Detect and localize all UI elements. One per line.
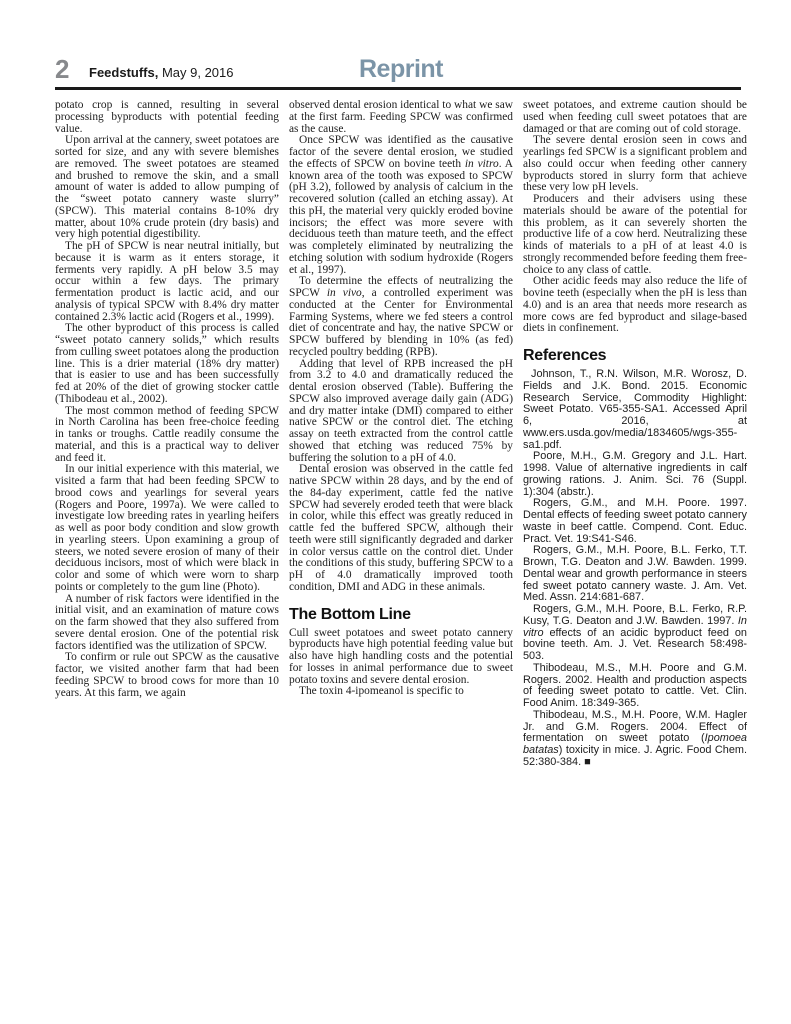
column-3 <box>523 100 747 769</box>
references-heading: References <box>523 347 607 364</box>
reference-item: Poore, M.H., G.M. Gregory and J.L. Hart. 1998. Value of alternative ingredients in calf growing rations. J. Anim. Sci. 76 (Suppl. 1):304 (abstr.). <box>523 450 747 498</box>
reference-item: Rogers, G.M., M.H. Poore, B.L. Ferko, T.T. Brown, T.G. Deaton and J.W. Bawden. 1999. Dental wear and growth performance in steers fed sweet potato cannery waste. J. Am. Vet. Med. Assn. 214:681-687. <box>523 544 747 604</box>
paragraph: potato crop is canned, resulting in several processing byproducts with potential feeding value. <box>55 99 279 135</box>
paragraph: sweet potatoes, and extreme caution should be used when feeding cull sweet potatoes that are damaged or that are coming out of cold storage. <box>523 99 747 135</box>
page-header <box>55 56 747 86</box>
paragraph: To determine the effects of neutralizing the SPCW in vivo, a controlled experiment was conducted at the Center for Environmental Farming Systems, where we fed steers a control diet of concentrate and hay, the native SPCW or SPCW buffered by blending in 10% (as fed) recycled poultry bedding (RPB). <box>289 275 513 358</box>
article-body <box>55 100 747 769</box>
paragraph: In our initial experience with this material, we visited a farm that had been feeding SPCW to brood cows and yearlings for several years (Rogers and Poore, 1997a). We were called to investigate low breeding rates in yearling heifers as well as poor body condition and slow growth in yearling steers. Upon examining a group of steers, we noted severe erosion of many of their deciduous incisors, most of which were black in color and some of which were worn to sharp points or completely to the gum line (Photo). <box>55 463 279 593</box>
paragraph: To confirm or rule out SPCW as the causative factor, we visited another farm that had been feeding SPCW to brood cows for more than 10 years. At this farm, we again <box>55 651 279 699</box>
page-number: 2 <box>55 54 70 84</box>
reference-item: Thibodeau, M.S., M.H. Poore, W.M. Hagler Jr. and G.M. Rogers. 2004. Effect of fermentation on sweet potato (Ipomoea batatas) toxicity in mice. J. Agric. Food Chem. 52:380-384. ■ <box>523 708 747 768</box>
paragraph: Cull sweet potatoes and sweet potato cannery byproducts have high potential feeding value but also have high handling costs and the potential for losses in animal performance due to sweet potato toxins and severe dental erosion. <box>289 626 513 686</box>
paragraph: Producers and their advisers using these materials should be aware of the potential for this problem, as it can severely shorten the productive life of a cow herd. Neutralizing these kinds of materials to a pH of at least 4.0 is strongly recommended before feeding them free-choice to any class of cattle. <box>523 193 747 276</box>
paragraph: Dental erosion was observed in the cattle fed native SPCW within 28 days, and by the end of the 84-day experiment, cattle fed the native SPCW had severely eroded teeth that were black in color, while this effect was greatly reduced in cattle fed the buffered SPCW, although their teeth were still significantly degraded and darker in color versus cattle on the control diet. Under the conditions of this study, buffering SPCW to a pH of 4.0 dramatically improved tooth condition, DMI and ADG in these animals. <box>289 463 513 593</box>
paragraph: Other acidic feeds may also reduce the life of bovine teeth (especially when the pH is less than 4.0) and is an area that needs more research as more cows are fed byproduct and silage-based diets in confinement. <box>523 275 747 335</box>
paragraph: Adding that level of RPB increased the pH from 3.2 to 4.0 and dramatically reduced the dental erosion observed (Table). Buffering the SPCW also improved average daily gain (ADG) and dry matter intake (DMI) compared to either native SPCW or the control diet. The etching assay on teeth extracted from the control cattle showed that etching was reduced 75% by buffering the solution to a pH of 4.0. <box>289 357 513 464</box>
references-list <box>523 369 747 769</box>
paragraph: The pH of SPCW is near neutral initially, but because it is warm as it enters storage, it ferments very rapidly. A pH below 3.5 may occur within a few days. The primary fermentation product is lactic acid, and our analysis of typical SPCW with 8.4% dry matter contained 2.3% lactic acid (Rogers et al., 1999). <box>55 240 279 323</box>
paragraph: The other byproduct of this process is called “sweet potato cannery solids,” which results from culling sweet potatoes along the production line. This is a drier material (18% dry matter) that is easier to use and has been successfully fed at 20% of the diet of growing stocker cattle (Thibodeau et al., 2002). <box>55 322 279 405</box>
column-3-top <box>523 100 747 335</box>
column-2 <box>289 100 513 769</box>
paragraph: Once SPCW was identified as the causative factor of the severe dental erosion, we studied the effects of SPCW on bovine teeth in vitro. A known area of the tooth was exposed to SPCW (pH 3.2), followed by analysis of calcium in the recovered solution (called an etching assay). At this pH, the material very quickly eroded bovine incisors; the effect was more severe with deciduous teeth than mature teeth, and the effect was completely eliminated by neutralizing the etching solution with sodium hydroxide (Rogers et al., 1997). <box>289 134 513 276</box>
paragraph: The toxin 4-ipomeanol is specific to <box>299 685 464 698</box>
paragraph: A number of risk factors were identified in the initial visit, and an examination of mature cows on the farm showed that they also suffered from severe dental erosion. One of the potential risk factors identified was the utilization of SPCW. <box>55 592 279 652</box>
column-2-top <box>289 100 513 594</box>
paragraph: observed dental erosion identical to what we saw at the first farm. Feeding SPCW was confirmed as the cause. <box>289 99 513 135</box>
paragraph: The most common method of feeding SPCW in North Carolina has been free-choice feeding in tanks or troughs. Cattle readily consume the material, and this is a practical way to deliver and feed it. <box>55 404 279 464</box>
issue-date: May 9, 2016 <box>158 65 234 80</box>
bottom-line-heading: The Bottom Line <box>289 605 411 623</box>
reference-item: Thibodeau, M.S., M.H. Poore and G.M. Rogers. 2002. Health and production aspects of feeding sweet potato to cattle. Vet. Clin. Food Anim. 18:349-365. <box>523 661 747 709</box>
publication-name: Feedstuffs, <box>89 65 159 80</box>
header-rule <box>55 87 741 90</box>
paragraph: Upon arrival at the cannery, sweet potatoes are sorted for size, and any with severe blemishes are removed. The sweet potatoes are steamed and brushed to remove the skin, and a small amount of water is added to allow pumping of the “sweet potato cannery waste slurry” (SPCW). This material contains 8-10% dry matter, about 10% crude protein (dry basis) and very high potential digestibility. <box>55 134 279 241</box>
reference-item: Rogers, G.M., and M.H. Poore. 1997. Dental effects of feeding sweet potato cannery waste in beef cattle. Compend. Cont. Educ. Pract. Vet. 19:S41-S46. <box>523 497 747 545</box>
reprint-banner: Reprint <box>359 55 443 83</box>
reference-item: Rogers, G.M., M.H. Poore, B.L. Ferko, R.P. Kusy, T.G. Deaton and J.W. Bawden. 1997. In vitro effects of an acidic byproduct feed on bovine teeth. Am. J. Vet. Research 58:498-503. <box>523 603 747 662</box>
reference-item: Johnson, T., R.N. Wilson, M.R. Worosz, D. Fields and J.K. Bond. 2015. Economic Research Service, Commodity Highlight: Sweet Potato. V65-355-SA1. Accessed April 6, 2016, at www.ers.usda.gov/media/1834605/wgs-355-sa1.pdf. <box>523 368 747 451</box>
column-1 <box>55 100 279 769</box>
paragraph: The severe dental erosion seen in cows and yearlings fed SPCW is a significant problem and also could occur when feeding other cannery byproducts stored in slurry form that achieve these very low pH levels. <box>523 134 747 194</box>
column-2-bottom <box>289 628 513 699</box>
